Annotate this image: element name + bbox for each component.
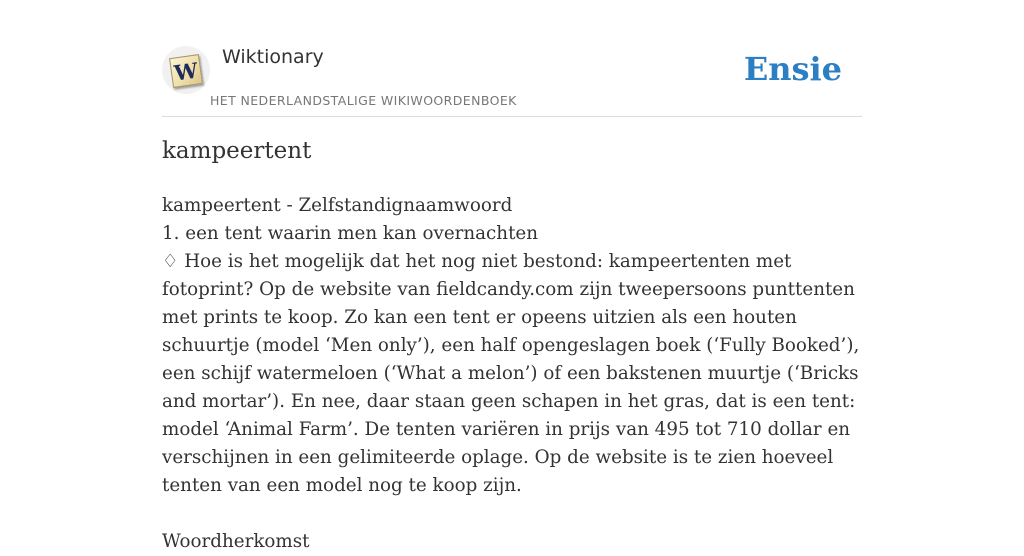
ensie-brand-link[interactable]: Ensie [743,50,842,88]
site-tagline: HET NEDERLANDSTALIGE WIKIWOORDENBOEK [210,93,517,108]
logo-letter: W [172,56,200,86]
entry-example: ♢ Hoe is het mogelijk dat het nog niet bestond: kampeertenten met fotoprint? Op de website van fieldcandy.com zijn tweepersoons punttenten met prints te koop. Zo kan een tent er opeens uitzien als een houten schuurtje (model ‘Men only’), een half opengeslagen boek (‘Fully Booked’), een schijf watermeloen (‘What a melon’) of een bakstenen muurtje (‘Bricks and mortar’). En nee, daar staan geen schapen in het gras, dat is een tent: model ‘Animal Farm’. De tenten variëren in prijs van 495 tot 710 dollar en verschijnen in een gelimiteerde oplage. Op de website is te zien hoeveel tenten van een model nog te koop zijn. [162,251,860,496]
site-name[interactable]: Wiktionary [222,46,324,68]
site-header [162,40,862,117]
entry-definition: 1. een tent waarin men kan overnachten [162,223,539,244]
entry-content [162,192,862,556]
paragraph-spacer [162,500,862,528]
page-title: kampeertent [162,138,312,164]
wiktionary-logo[interactable] [162,46,210,94]
entry-headline: kampeertent - Zelfstandignaamwoord [162,195,513,216]
section-heading-etymology: Woordherkomst [162,531,310,552]
wiktionary-logo-icon [169,54,203,88]
